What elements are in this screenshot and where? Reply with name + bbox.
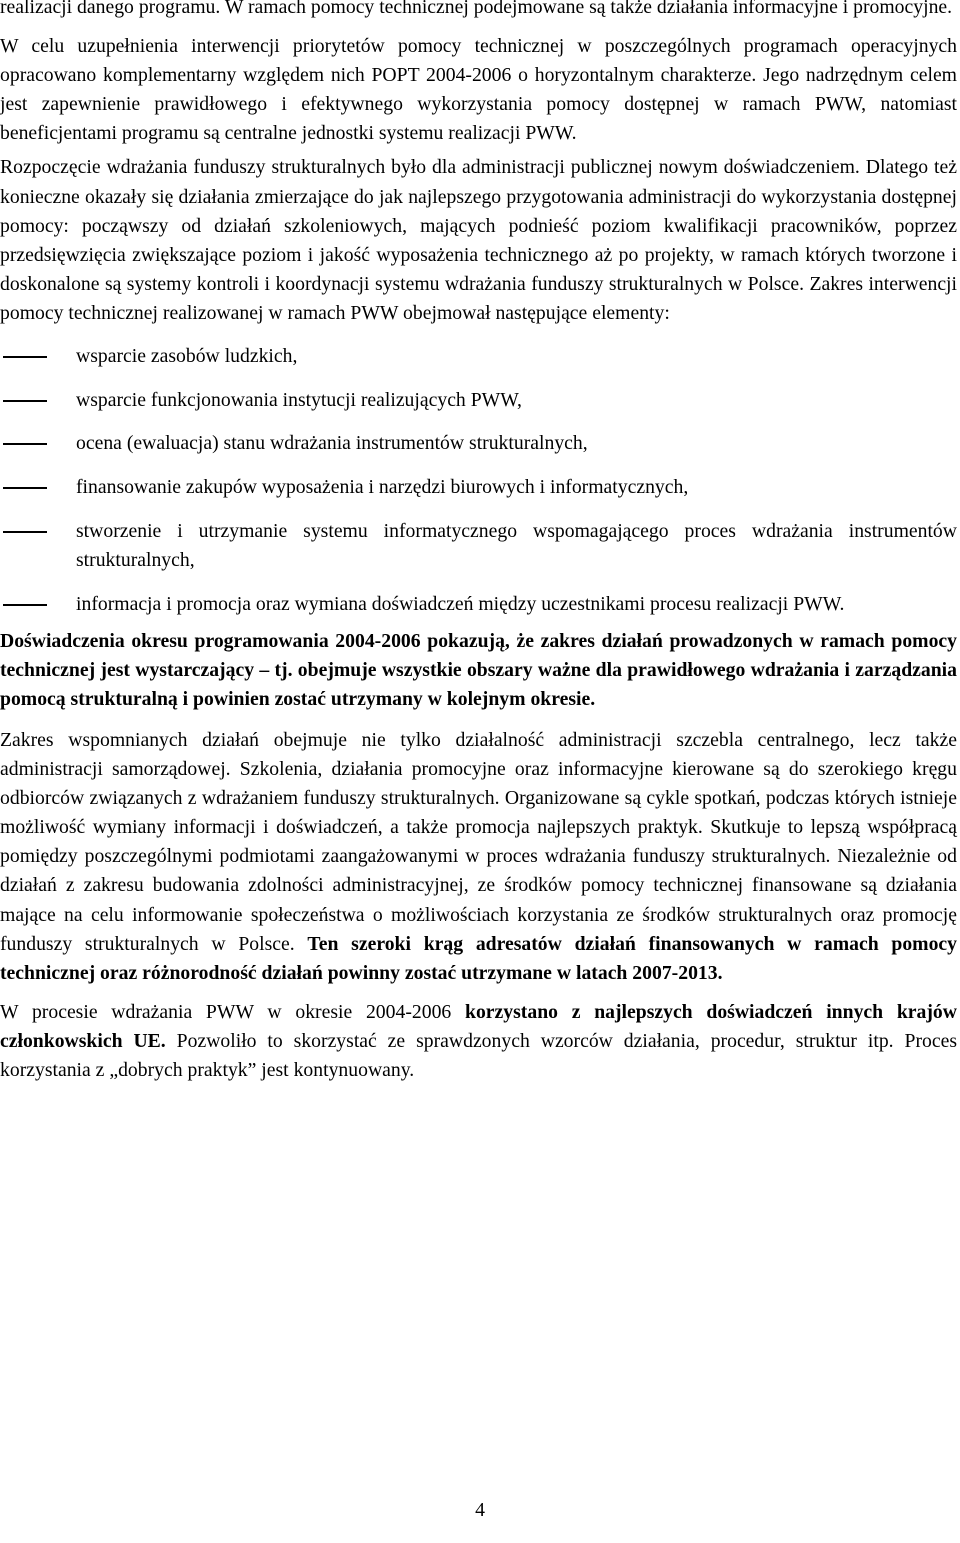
list-item bbox=[0, 473, 957, 502]
list-item-text: wsparcie funkcjonowania instytucji realizujących PWW, bbox=[76, 388, 522, 411]
paragraph-popt: W celu uzupełnienia interwencji priorytetów pomocy technicznej w poszczególnych programach operacyjnych opracowano komplementarny względem nich POPT 2004-2006 o horyzontalnym charakterze. Jego nadrzędnym celem jest zapewnienie prawidłowego i efektywnego wykorzystania pomocy dostępnej w ramach PWW, natomiast beneficjentami programu są centralne jednostki systemu realizacji PWW. bbox=[0, 35, 957, 145]
scope-text: Zakres wspomnianych działań obejmuje nie tylko działalność administracji szczebla centralnego, lecz także administracji samorządowej. Szkolenia, działania promocyjne oraz informacyjne kierowane są do szerokiego kręgu odbiorców związanych z wdrażaniem funduszy strukturalnych. Organizowane są cykle spotkań, podczas których istnieje możliwość wymiany informacji i doświadczeń, a także promocja najlepszych praktyk. Skutkuje to lepszą współpracą pomiędzy poszczególnymi podmiotami zaangażowanymi w proces wdrażania funduszy strukturalnych. Niezależnie od działań z zakresu budowania zdolności administracyjnej, ze środków pomocy technicznej finansowane są działania mające na celu informowanie społeczeństwa o możliwościach korzystania ze środków strukturalnych oraz promocję funduszy strukturalnych w Polsce. bbox=[0, 728, 957, 955]
list-item-text: finansowanie zakupów wyposażenia i narzędzi biurowych i informatycznych, bbox=[76, 476, 689, 499]
list-item-text: stworzenie i utrzymanie systemu informatycznego wspomagającego proces wdrażania instrumentów strukturalnych, bbox=[76, 519, 957, 571]
dash-bullet-icon bbox=[3, 443, 47, 445]
dash-bullet-icon bbox=[3, 400, 47, 402]
dash-bullet-icon bbox=[3, 356, 47, 358]
best-practices-bold: korzystano z najlepszych doświadczeń innych krajów członkowskich UE. bbox=[0, 1000, 957, 1052]
list-item-text: informacja i promocja oraz wymiana doświadczeń między uczestnikami procesu realizacji PWW. bbox=[76, 592, 845, 615]
page-number: 4 bbox=[475, 1499, 485, 1521]
paragraph-experience-conclusion: Doświadczenia okresu programowania 2004-2006 pokazują, że zakres działań prowadzonych w ramach pomocy technicznej jest wystarczający – tj. obejmuje wszystkie obszary ważne dla prawidłowego wdrażania i zarządzania pomocą strukturalną i powinien zostać utrzymany w kolejnym okresie. bbox=[0, 629, 957, 710]
dash-bullet-icon bbox=[3, 604, 47, 606]
best-practices-intro: W procesie wdrażania PWW w okresie 2004-2006 bbox=[0, 1000, 452, 1023]
dash-bullet-icon bbox=[3, 531, 47, 533]
list-item bbox=[0, 590, 957, 619]
paragraph-best-practices bbox=[0, 998, 957, 1085]
list-item-text: ocena (ewaluacja) stanu wdrażania instrumentów strukturalnych, bbox=[76, 432, 588, 455]
list-item bbox=[0, 429, 957, 458]
dash-bullet-icon bbox=[3, 487, 47, 489]
best-practices-outro: Pozwoliło to skorzystać ze sprawdzonych wzorców działania, procedur, struktur itp. Proces korzystania z „dobrych praktyk” jest kontynuowany. bbox=[0, 1029, 958, 1081]
paragraph-scope bbox=[0, 726, 957, 988]
intervention-elements-list bbox=[0, 342, 957, 619]
list-item bbox=[0, 517, 957, 575]
list-item bbox=[0, 342, 957, 371]
list-item bbox=[0, 386, 957, 415]
scope-conclusion-bold: Ten szeroki krąg adresatów działań finansowanych w ramach pomocy technicznej oraz różnorodność działań powinny zostać utrzymane w latach 2007-2013. bbox=[0, 932, 958, 984]
paragraph-implementation: Rozpoczęcie wdrażania funduszy strukturalnych było dla administracji publicznej nowym doświadczeniem. Dlatego też konieczne okazały się działania zmierzające do jak najlepszego przygotowania administracji do wykorzystania dostępnej pomocy: począwszy od działań szkoleniowych, mających podnieść poziom kwalifikacji pracowników, poprzez przedsięwzięcia zwiększające poziom i jakość wyposażenia technicznego aż po projekty, w ramach których tworzone i doskonalone są systemy kontroli i koordynacji systemu wdrażania funduszy strukturalnych w Polsce. Zakres interwencji pomocy technicznej realizowanej w ramach PWW obejmował następujące elementy: bbox=[0, 156, 957, 324]
list-item-text: wsparcie zasobów ludzkich, bbox=[76, 345, 298, 368]
paragraph-intro-continuation: realizacji danego programu. W ramach pomocy technicznej podejmowane są także działania informacyjne i promocyjne. bbox=[0, 0, 953, 18]
